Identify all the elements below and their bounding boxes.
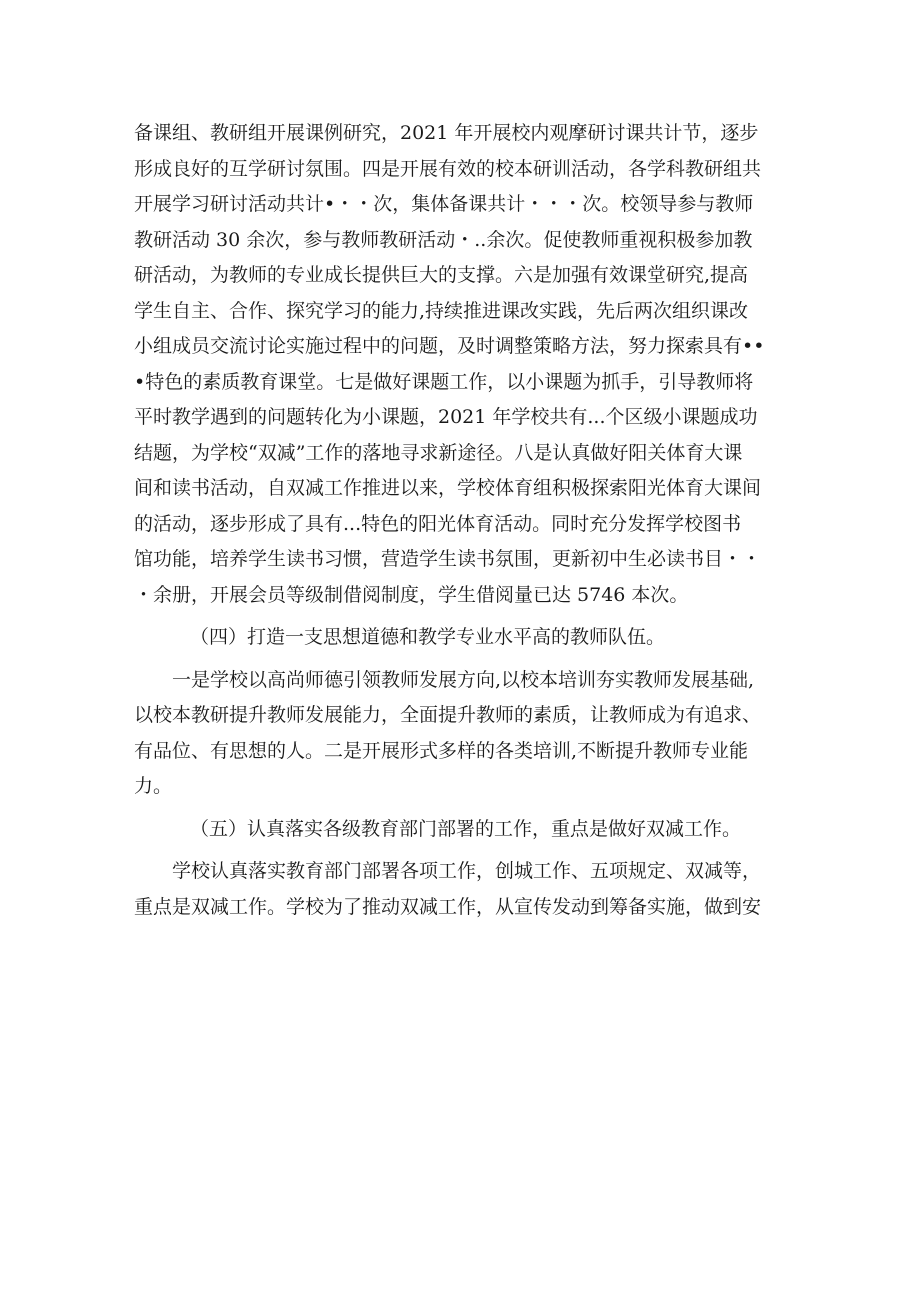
- text-line: 研活动，为教师的专业成长提供巨大的支撑。六是加强有效课堂研究,提高: [134, 264, 749, 286]
- text-line: 间和读书活动，自双减工作推进以来，学校体育组积极探索阳光体育大课间: [134, 477, 762, 499]
- text-line: 馆功能，培养学生读书习惯，营造学生读书氛围，更新初中生必读书目・・: [134, 548, 762, 570]
- text-line: 以校本教研提升教师发展能力，全面提升教师的素质，让教师成为有追求、: [134, 704, 762, 726]
- document-body: [134, 116, 800, 925]
- text-line: 一是学校以高尚师德引领教师发展方向,以校本培训夯实教师发展基础,: [172, 668, 755, 691]
- heading-text: （四）打造一支思想道德和教学专业水平高的教师队伍。: [190, 626, 666, 648]
- text-line: ・余册，开展会员等级制借阅制度，学生借阅量已达 5746 本次。: [134, 583, 689, 606]
- heading-text: （五）认真落实各级教育部门部署的工作，重点是做好双减工作。: [190, 817, 742, 840]
- text-line: 平时教学遇到的问题转化为小课题，2021 年学校共有...个区级小课题成功: [134, 406, 758, 428]
- text-line: 开展学习研讨活动共计•・・次，集体备课共计・・・次。校领导参与教师: [134, 193, 754, 215]
- section-heading-5: [134, 812, 800, 848]
- spacer: [134, 805, 800, 812]
- body-paragraph: [134, 116, 800, 613]
- spacer: [134, 847, 800, 854]
- section-heading-4: [134, 620, 800, 656]
- body-paragraph: [134, 663, 800, 805]
- text-line: 学校认真落实教育部门部署各项工作，创城工作、五项规定、双减等，: [172, 860, 762, 882]
- spacer: [134, 613, 800, 620]
- text-line: •特色的素质教育课堂。七是做好课题工作，以小课题为抓手，引导教师将: [134, 370, 754, 393]
- spacer: [134, 656, 800, 663]
- text-line: 教研活动 30 余次，参与教师教研活动・..余次。促使教师重视积极参加教: [134, 228, 753, 251]
- body-paragraph: [134, 854, 800, 925]
- text-line: 有品位、有思想的人。二是开展形式多样的各类培训,不断提升教师专业能: [134, 739, 749, 762]
- text-line: 重点是双减工作。学校为了推动双减工作，从宣传发动到筹备实施，做到安: [134, 895, 762, 918]
- text-line: 的活动，逐步形成了具有...特色的阳光体育活动。同时充分发挥学校图书: [134, 512, 742, 535]
- text-line: 小组成员交流讨论实施过程中的问题，及时调整策略方法，努力探索具有••: [134, 335, 765, 357]
- text-line: 结题，为学校“双减”工作的落地寻求新途径。八是认真做好阳关体育大课: [134, 441, 743, 464]
- text-line: 学生自主、合作、探究学习的能力,持续推进课改实践，先后两次组织课改: [134, 299, 749, 322]
- text-line: 备课组、教研组开展课例研究，2021 年开展校内观摩研讨课共计节，逐步: [134, 122, 759, 144]
- text-line: 形成良好的互学研讨氛围。四是开展有效的校本研训活动，各学科教研组共: [134, 157, 762, 180]
- text-line: 力。: [134, 775, 173, 797]
